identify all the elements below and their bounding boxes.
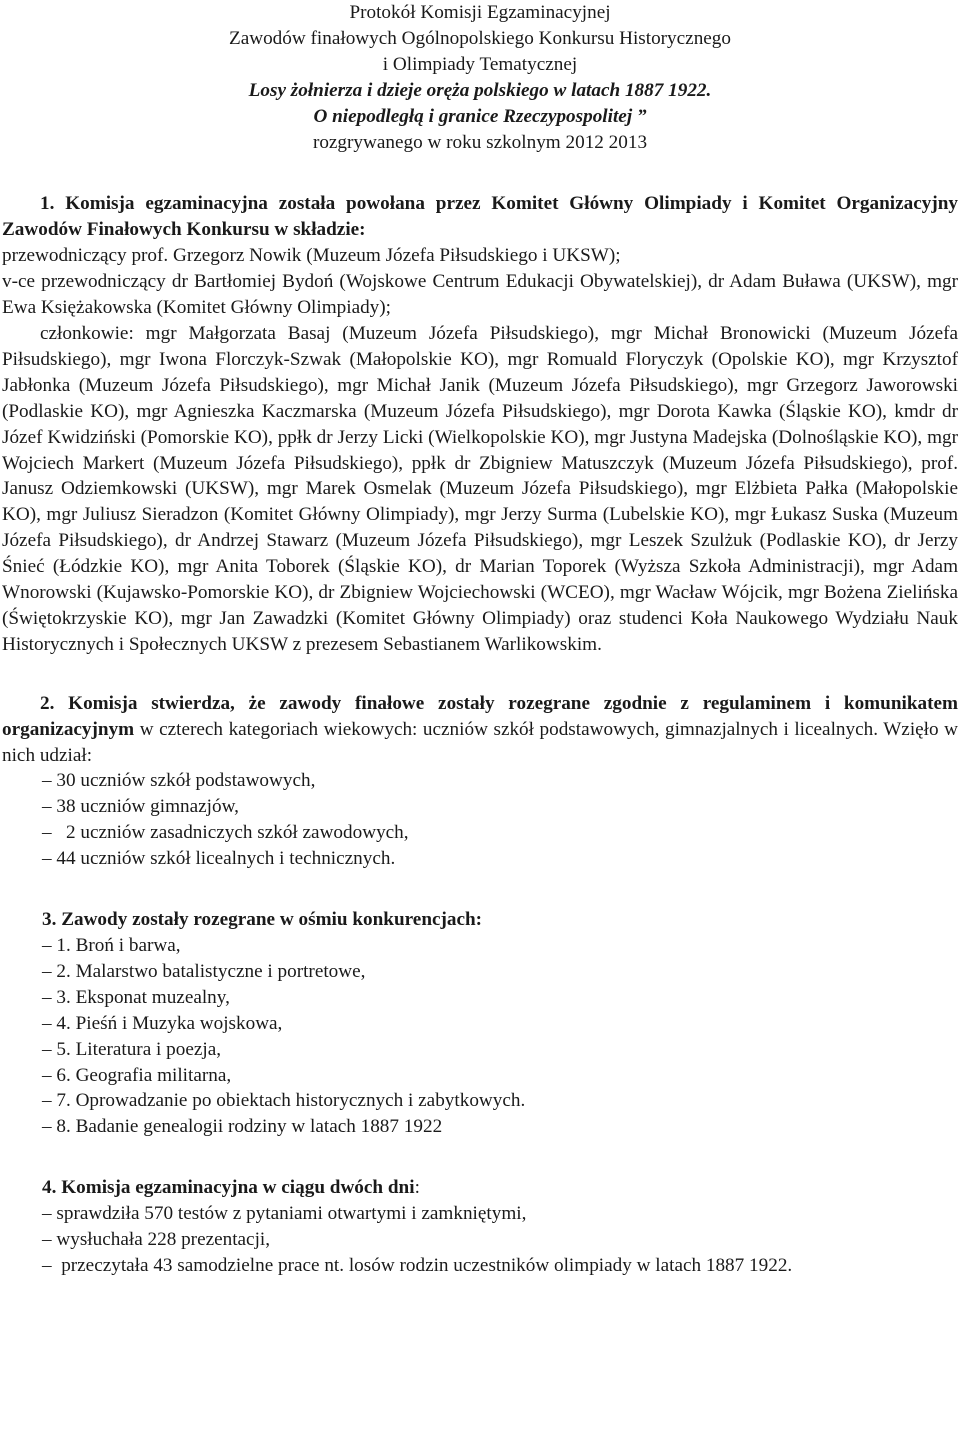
section-1-chair: przewodniczący prof. Grzegorz Nowik (Muzeum Józefa Piłsudskiego i UKSW); [2, 245, 621, 267]
list-item: – 4. Pieśń i Muzyka wojskowa, [42, 1012, 283, 1034]
section-2 [2, 691, 958, 872]
header-line-1: Protokół Komisji Egzaminacyjnej [349, 2, 611, 23]
section-2-paragraph [2, 691, 958, 769]
header-line-2: Zawodów finałowych Ogólnopolskiego Konkursu Historycznego [229, 27, 731, 49]
list-item: – 5. Literatura i poezja, [42, 1038, 222, 1060]
activities-list [2, 1201, 958, 1279]
section-4-heading: 4. Komisja egzaminacyjna w ciągu dwóch dni [42, 1177, 415, 1199]
list-item: – 7. Oprowadzanie po obiektach historycznych i zabytkowych. [42, 1090, 526, 1112]
list-item: – wysłuchała 228 prezentacji, [42, 1229, 271, 1251]
section-1-heading: 1. Komisja egzaminacyjna została powołana przez Komitet Główny Olimpiady i Komitet Organizacyjny Zawodów Finałowych Konkursu w składzie: [2, 193, 958, 241]
section-2-text: w czterech kategoriach wiekowych: uczniów szkół podstawowych, gimnazjalnych i licealnych. Wzięło w nich udział: [2, 718, 958, 766]
list-item: – 3. Eksponat muzealny, [42, 986, 230, 1008]
section-1-members: członkowie: mgr Małgorzata Basaj (Muzeum Józefa Piłsudskiego), mgr Michał Bronowicki (Muzeum Józefa Piłsudskiego), mgr Iwona Florczyk-Szwak (Małopolskie KO), mgr Romuald Floryczyk (Opolskie KO), mgr Krzysztof Jabłonka (Muzeum Józefa Piłsudskiego), mgr Michał Janik (Muzeum Józefa Piłsudskiego), mgr Grzegorz Jaworowski (Podlaskie KO), mgr Agnieszka Kaczmarska (Muzeum Józefa Piłsudskiego), mgr Dorota Kawka (Śląskie KO), kmdr dr Józef Kwidziński (Pomorskie KO), ppłk dr Jerzy Licki (Wielkopolskie KO), mgr Justyna Madejska (Dolnośląskie KO), mgr Wojciech Markert (Muzeum Józefa Piłsudskiego), ppłk dr Zbigniew Matuszczyk (Muzeum Józefa Piłsudskiego), prof. Janusz Odziemkowski (UKSW), mgr Marek Osmelak (Muzeum Józefa Piłsudskiego), mgr Elżbieta Pałka (Małopolskie KO), mgr Juliusz Sieradzon (Komitet Główny Olimpiady), mgr Jerzy Surma (Lubelskie KO), mgr Łukasz Suska (Muzeum Józefa Piłsudskiego), dr Andrzej Stawarz (Muzeum Józefa Piłsudskiego), mgr Leszek Szulżuk (Podlaskie KO), dr Jerzy Śnieć (Łódzkie KO), mgr Anita Toborek (Śląskie KO), dr Marian Toporek (Wyższa Szkoła Administracji), mgr Adam Wnorowski (Kujawsko-Pomorskie KO), dr Zbigniew Wojciechowski (WCEO), mgr Wacław Wójcik, mgr Bożena Zielińska (Świętokrzyskie KO), mgr Jan Zawadzki (Komitet Główny Olimpiady) oraz studenci Koła Naukowego Wydziału Nauk Historycznych i Społecznych UKSW z prezesem Sebastianem Warlikowskim. [2, 322, 958, 655]
section-2-heading: 2. Komisja stwierdza, że zawody finałowe zostały rozegrane zgodnie z regulaminem i komunikatem organizacyjnym [2, 692, 958, 740]
list-item: – 2. Malarstwo batalistyczne i portretowe, [42, 960, 366, 982]
list-item: – sprawdziła 570 testów z pytaniami otwartymi i zamkniętymi, [42, 1203, 527, 1225]
list-item: – 44 uczniów szkół licealnych i technicznych. [42, 848, 396, 870]
participants-list [2, 768, 958, 872]
list-item: – 6. Geografia militarna, [42, 1064, 232, 1086]
header-line-5: O niepodległą i granice Rzeczypospolitej ” [313, 105, 647, 127]
list-item: – 1. Broń i barwa, [42, 935, 181, 956]
section-4 [2, 1175, 958, 1279]
section-4-heading-line: 4. Komisja egzaminacyjna w ciągu dwóch dni: [42, 1177, 420, 1199]
list-item: – przeczytała 43 samodzielne prace nt. losów rodzin uczestników olimpiady w latach 1887 1922. [42, 1254, 793, 1276]
section-3-heading: 3. Zawody zostały rozegrane w ośmiu konkurencjach: [42, 909, 483, 931]
list-item: – 2 uczniów zasadniczych szkół zawodowych, [42, 822, 409, 844]
competitions-list [2, 933, 958, 1140]
list-item: – 8. Badanie genealogii rodziny w latach 1887 1922 [42, 1116, 443, 1138]
section-3 [2, 907, 958, 1140]
list-item: – 30 uczniów szkół podstawowych, [42, 770, 316, 792]
header-line-3: i Olimpiady Tematycznej [382, 53, 578, 75]
protocol-header [2, 0, 958, 155]
section-1-vice: v-ce przewodniczący dr Bartłomiej Bydoń (Wojskowe Centrum Edukacji Obywatelskiej), dr Adam Buława (UKSW), mgr Ewa Księżakowska (Komitet Główny Olimpiady); [2, 271, 958, 319]
list-item: – 38 uczniów gimnazjów, [42, 796, 239, 818]
header-line-6: rozgrywanego w roku szkolnym 2012 2013 [312, 131, 648, 153]
section-1 [2, 191, 958, 657]
header-line-4: Losy żołnierza i dzieje oręża polskiego w latach 1887 1922. [248, 79, 712, 101]
